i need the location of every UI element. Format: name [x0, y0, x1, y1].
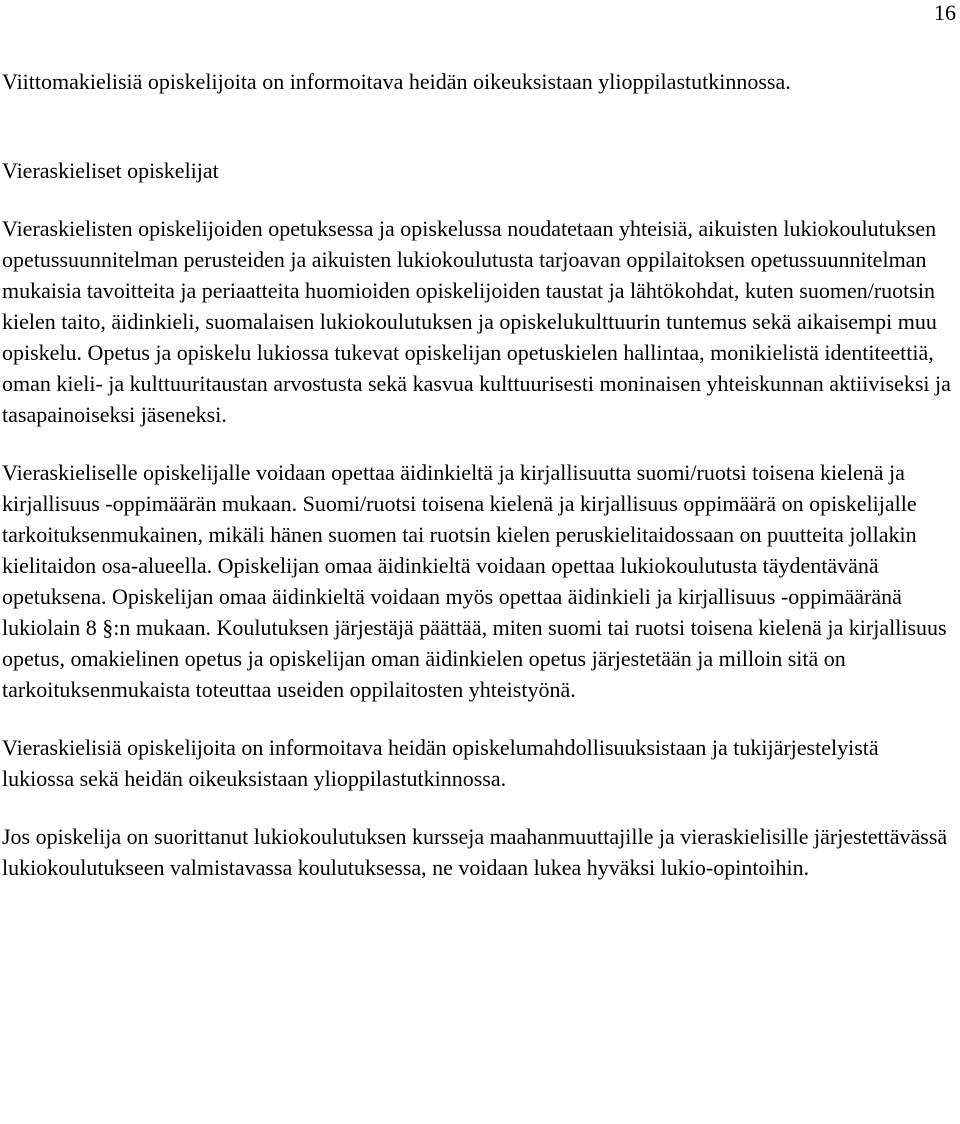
page-number: 16 — [934, 0, 956, 25]
spacer — [2, 186, 952, 213]
paragraph-aidinkielen-opetus: Vieraskieliselle opiskelijalle voidaan opettaa äidinkieltä ja kirjallisuutta suomi/ruotsi toisena kielenä ja kirjallisuus -oppimäärän mukaan. Suomi/ruotsi toisena kielenä ja kirjallisuus oppimäärä on opiskelijalle tarkoituksenmukainen, mikäli hänen suomen tai ruotsin kielen peruskielitaidossaan on puutteita jollakin kielitaidon osa-alueella. Opiskelijan omaa äidinkieltä voidaan opettaa lukiokoulutusta täydentävänä opetuksena. Opiskelijan omaa äidinkieltä voidaan myös opettaa äidinkieli ja kirjallisuus -oppimääränä lukiolain 8 §:n mukaan. Koulutuksen järjestäjä päättää, miten suomi tai ruotsi toisena kielenä ja kirjallisuus opetus, omakielinen opetus ja opiskelijan oman äidinkielen opetus järjestetään ja milloin sitä on tarkoituksenmukaista toteuttaa useiden oppilaitosten yhteistyönä. — [2, 460, 947, 702]
spacer — [2, 97, 952, 155]
intro-paragraph: Viittomakielisiä opiskelijoita on informoitava heidän oikeuksistaan ylioppilastutkinnossa. — [2, 69, 791, 94]
spacer — [2, 430, 952, 457]
paragraph-informointi: Vieraskielisiä opiskelijoita on informoitava heidän opiskelumahdollisuuksistaan ja tukijärjestelyistä lukiossa sekä heidän oikeuksistaan ylioppilastutkinnossa. — [2, 735, 879, 791]
spacer — [2, 794, 952, 821]
paragraph-vieraskielisten-opetus: Vieraskielisten opiskelijoiden opetuksessa ja opiskelussa noudatetaan yhteisiä, aikuisten lukiokoulutuksen opetussuunnitelman perusteiden ja aikuisten lukiokoulutusta tarjoavan oppilaitoksen opetussuunnitelman mukaisia tavoitteita ja periaatteita huomioiden opiskelijoiden taustat ja lähtökohdat, kuten suomen/ruotsin kielen taito, äidinkieli, suomalaisen lukiokoulutuksen ja opiskelukulttuurin tuntemus sekä aikaisempi muu opiskelu. Opetus ja opiskelu lukiossa tukevat opiskelijan opetuskielen hallintaa, monikielistä identiteettiä, oman kieli- ja kulttuuritaustan arvostusta sekä kasvua kulttuurisesti moninaisen yhteiskunnan aktiiviseksi ja tasapainoiseksi jäseneksi. — [2, 216, 951, 427]
section-heading: Vieraskieliset opiskelijat — [2, 158, 219, 183]
spacer — [2, 705, 952, 732]
paragraph-hyvaksiluku: Jos opiskelija on suorittanut lukiokoulutuksen kursseja maahanmuuttajille ja vieraskielisille järjestettävässä lukiokoulutukseen valmistavassa koulutuksessa, ne voidaan lukea hyväksi lukio-opintoihin. — [2, 824, 948, 880]
document-body — [2, 66, 952, 883]
